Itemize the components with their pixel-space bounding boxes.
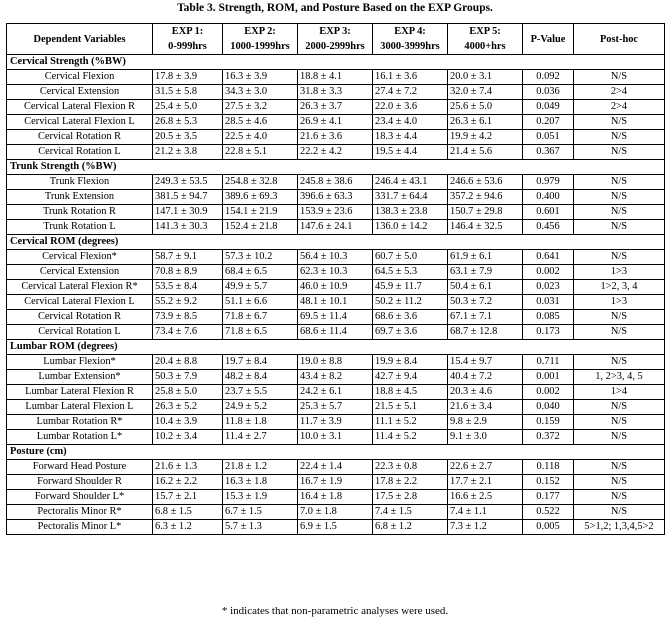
variable-name: Cervical Rotation L xyxy=(7,145,153,160)
variable-name: Lumbar Flexion* xyxy=(7,355,153,370)
variable-name: Pectoralis Minor L* xyxy=(7,520,153,535)
variable-name: Trunk Rotation R xyxy=(7,205,153,220)
value-cell-exp4: 22.0 ± 3.6 xyxy=(373,100,448,115)
value-cell-exp2: 48.2 ± 8.4 xyxy=(223,370,298,385)
value-cell-exp1: 70.8 ± 8.9 xyxy=(153,265,223,280)
variable-name: Cervical Rotation R xyxy=(7,130,153,145)
variable-name: Cervical Extension xyxy=(7,85,153,100)
table-row xyxy=(7,175,665,190)
value-cell-exp3: 18.8 ± 4.1 xyxy=(298,70,373,85)
table-row xyxy=(7,490,665,505)
p-value-cell: 0.049 xyxy=(523,100,574,115)
table-row xyxy=(7,70,665,85)
table-row xyxy=(7,460,665,475)
value-cell-exp2: 49.9 ± 5.7 xyxy=(223,280,298,295)
value-cell-exp3: 26.3 ± 3.7 xyxy=(298,100,373,115)
value-cell-exp4: 50.2 ± 11.2 xyxy=(373,295,448,310)
section-header-row xyxy=(7,160,665,175)
post-hoc-cell: N/S xyxy=(574,430,665,445)
header-exp4: EXP 4: 3000-3999hrs xyxy=(373,24,448,55)
post-hoc-cell: 1>3 xyxy=(574,265,665,280)
value-cell-exp4: 68.6 ± 3.6 xyxy=(373,310,448,325)
section-header-row xyxy=(7,235,665,250)
value-cell-exp1: 25.8 ± 5.0 xyxy=(153,385,223,400)
p-value-cell: 0.979 xyxy=(523,175,574,190)
value-cell-exp1: 53.5 ± 8.4 xyxy=(153,280,223,295)
table-row xyxy=(7,520,665,535)
value-cell-exp5: 26.3 ± 6.1 xyxy=(448,115,523,130)
p-value-cell: 0.036 xyxy=(523,85,574,100)
value-cell-exp3: 24.2 ± 6.1 xyxy=(298,385,373,400)
value-cell-exp1: 73.9 ± 8.5 xyxy=(153,310,223,325)
p-value-cell: 0.002 xyxy=(523,385,574,400)
p-value-cell: 0.400 xyxy=(523,190,574,205)
value-cell-exp2: 11.4 ± 2.7 xyxy=(223,430,298,445)
value-cell-exp5: 7.4 ± 1.1 xyxy=(448,505,523,520)
header-exp1: EXP 1: 0-999hrs xyxy=(153,24,223,55)
p-value-cell: 0.601 xyxy=(523,205,574,220)
variable-name: Cervical Flexion xyxy=(7,70,153,85)
value-cell-exp5: 61.9 ± 6.1 xyxy=(448,250,523,265)
value-cell-exp2: 24.9 ± 5.2 xyxy=(223,400,298,415)
table-caption: Table 3. Strength, ROM, and Posture Based on the EXP Groups. xyxy=(177,2,493,14)
value-cell-exp3: 10.0 ± 3.1 xyxy=(298,430,373,445)
value-cell-exp4: 69.7 ± 3.6 xyxy=(373,325,448,340)
variable-name: Forward Shoulder R xyxy=(7,475,153,490)
value-cell-exp3: 396.6 ± 63.3 xyxy=(298,190,373,205)
value-cell-exp2: 21.8 ± 1.2 xyxy=(223,460,298,475)
variable-name: Cervical Lateral Flexion R* xyxy=(7,280,153,295)
section-header-row xyxy=(7,340,665,355)
variable-name: Lumbar Lateral Flexion R xyxy=(7,385,153,400)
post-hoc-cell: N/S xyxy=(574,400,665,415)
header-exp5: EXP 5: 4000+hrs xyxy=(448,24,523,55)
table-row xyxy=(7,430,665,445)
p-value-cell: 0.641 xyxy=(523,250,574,265)
table-row xyxy=(7,325,665,340)
value-cell-exp1: 20.4 ± 8.8 xyxy=(153,355,223,370)
table-row xyxy=(7,100,665,115)
variable-name: Forward Shoulder L* xyxy=(7,490,153,505)
value-cell-exp5: 7.3 ± 1.2 xyxy=(448,520,523,535)
variable-name: Cervical Lateral Flexion L xyxy=(7,115,153,130)
value-cell-exp1: 55.2 ± 9.2 xyxy=(153,295,223,310)
value-cell-exp5: 63.1 ± 7.9 xyxy=(448,265,523,280)
value-cell-exp4: 136.0 ± 14.2 xyxy=(373,220,448,235)
value-cell-exp4: 22.3 ± 0.8 xyxy=(373,460,448,475)
p-value-cell: 0.367 xyxy=(523,145,574,160)
value-cell-exp2: 23.7 ± 5.5 xyxy=(223,385,298,400)
post-hoc-cell: N/S xyxy=(574,70,665,85)
p-value-cell: 0.522 xyxy=(523,505,574,520)
value-cell-exp2: 389.6 ± 69.3 xyxy=(223,190,298,205)
value-cell-exp3: 68.6 ± 11.4 xyxy=(298,325,373,340)
value-cell-exp2: 22.5 ± 4.0 xyxy=(223,130,298,145)
value-cell-exp1: 6.3 ± 1.2 xyxy=(153,520,223,535)
value-cell-exp2: 51.1 ± 6.6 xyxy=(223,295,298,310)
variable-name: Forward Head Posture xyxy=(7,460,153,475)
variable-name: Trunk Extension xyxy=(7,190,153,205)
value-cell-exp3: 62.3 ± 10.3 xyxy=(298,265,373,280)
table-row xyxy=(7,475,665,490)
value-cell-exp5: 20.3 ± 4.6 xyxy=(448,385,523,400)
value-cell-exp2: 16.3 ± 3.9 xyxy=(223,70,298,85)
variable-name: Lumbar Rotation L* xyxy=(7,430,153,445)
value-cell-exp5: 21.6 ± 3.4 xyxy=(448,400,523,415)
post-hoc-cell: N/S xyxy=(574,250,665,265)
table-row xyxy=(7,220,665,235)
section-header-row xyxy=(7,445,665,460)
value-cell-exp2: 57.3 ± 10.2 xyxy=(223,250,298,265)
value-cell-exp3: 245.8 ± 38.6 xyxy=(298,175,373,190)
value-cell-exp1: 21.2 ± 3.8 xyxy=(153,145,223,160)
value-cell-exp1: 31.5 ± 5.8 xyxy=(153,85,223,100)
section-title: Posture (cm) xyxy=(7,445,665,460)
p-value-cell: 0.005 xyxy=(523,520,574,535)
value-cell-exp5: 146.4 ± 32.5 xyxy=(448,220,523,235)
value-cell-exp3: 69.5 ± 11.4 xyxy=(298,310,373,325)
value-cell-exp4: 45.9 ± 11.7 xyxy=(373,280,448,295)
post-hoc-cell: 5>1,2; 1,3,4,5>2 xyxy=(574,520,665,535)
value-cell-exp5: 246.6 ± 53.6 xyxy=(448,175,523,190)
value-cell-exp1: 6.8 ± 1.5 xyxy=(153,505,223,520)
value-cell-exp4: 17.5 ± 2.8 xyxy=(373,490,448,505)
value-cell-exp5: 40.4 ± 7.2 xyxy=(448,370,523,385)
post-hoc-cell: 1>3 xyxy=(574,295,665,310)
value-cell-exp5: 9.8 ± 2.9 xyxy=(448,415,523,430)
value-cell-exp4: 64.5 ± 5.3 xyxy=(373,265,448,280)
value-cell-exp4: 11.1 ± 5.2 xyxy=(373,415,448,430)
value-cell-exp5: 17.7 ± 2.1 xyxy=(448,475,523,490)
value-cell-exp3: 6.9 ± 1.5 xyxy=(298,520,373,535)
value-cell-exp1: 26.3 ± 5.2 xyxy=(153,400,223,415)
post-hoc-cell: N/S xyxy=(574,175,665,190)
value-cell-exp3: 7.0 ± 1.8 xyxy=(298,505,373,520)
value-cell-exp3: 31.8 ± 3.3 xyxy=(298,85,373,100)
table-row xyxy=(7,250,665,265)
value-cell-exp3: 48.1 ± 10.1 xyxy=(298,295,373,310)
variable-name: Cervical Rotation R xyxy=(7,310,153,325)
post-hoc-cell: N/S xyxy=(574,205,665,220)
value-cell-exp3: 43.4 ± 8.2 xyxy=(298,370,373,385)
value-cell-exp3: 147.6 ± 24.1 xyxy=(298,220,373,235)
value-cell-exp4: 7.4 ± 1.5 xyxy=(373,505,448,520)
value-cell-exp5: 32.0 ± 7.4 xyxy=(448,85,523,100)
value-cell-exp5: 50.4 ± 6.1 xyxy=(448,280,523,295)
p-value-cell: 0.031 xyxy=(523,295,574,310)
variable-name: Cervical Lateral Flexion R xyxy=(7,100,153,115)
value-cell-exp4: 19.9 ± 8.4 xyxy=(373,355,448,370)
value-cell-exp5: 25.6 ± 5.0 xyxy=(448,100,523,115)
post-hoc-cell: N/S xyxy=(574,190,665,205)
value-cell-exp5: 50.3 ± 7.2 xyxy=(448,295,523,310)
value-cell-exp1: 25.4 ± 5.0 xyxy=(153,100,223,115)
variable-name: Lumbar Rotation R* xyxy=(7,415,153,430)
value-cell-exp4: 42.7 ± 9.4 xyxy=(373,370,448,385)
table-row xyxy=(7,265,665,280)
header-post-hoc: Post-hoc xyxy=(574,24,665,55)
value-cell-exp2: 34.3 ± 3.0 xyxy=(223,85,298,100)
table-row xyxy=(7,190,665,205)
variable-name: Pectoralis Minor R* xyxy=(7,505,153,520)
value-cell-exp4: 23.4 ± 4.0 xyxy=(373,115,448,130)
p-value-cell: 0.085 xyxy=(523,310,574,325)
value-cell-exp5: 15.4 ± 9.7 xyxy=(448,355,523,370)
table-row xyxy=(7,280,665,295)
value-cell-exp1: 20.5 ± 3.5 xyxy=(153,130,223,145)
table-row xyxy=(7,130,665,145)
value-cell-exp1: 147.1 ± 30.9 xyxy=(153,205,223,220)
value-cell-exp2: 11.8 ± 1.8 xyxy=(223,415,298,430)
value-cell-exp1: 15.7 ± 2.1 xyxy=(153,490,223,505)
value-cell-exp1: 73.4 ± 7.6 xyxy=(153,325,223,340)
variable-name: Cervical Lateral Flexion L xyxy=(7,295,153,310)
value-cell-exp3: 11.7 ± 3.9 xyxy=(298,415,373,430)
table-row xyxy=(7,85,665,100)
p-value-cell: 0.159 xyxy=(523,415,574,430)
value-cell-exp5: 20.0 ± 3.1 xyxy=(448,70,523,85)
table-row xyxy=(7,115,665,130)
value-cell-exp5: 357.2 ± 94.6 xyxy=(448,190,523,205)
value-cell-exp3: 56.4 ± 10.3 xyxy=(298,250,373,265)
value-cell-exp5: 16.6 ± 2.5 xyxy=(448,490,523,505)
table-row xyxy=(7,310,665,325)
section-title: Trunk Strength (%BW) xyxy=(7,160,665,175)
value-cell-exp5: 67.1 ± 7.1 xyxy=(448,310,523,325)
value-cell-exp3: 26.9 ± 4.1 xyxy=(298,115,373,130)
value-cell-exp5: 19.9 ± 4.2 xyxy=(448,130,523,145)
variable-name: Lumbar Extension* xyxy=(7,370,153,385)
value-cell-exp4: 246.4 ± 43.1 xyxy=(373,175,448,190)
table-row xyxy=(7,505,665,520)
value-cell-exp3: 16.4 ± 1.8 xyxy=(298,490,373,505)
post-hoc-cell: 2>4 xyxy=(574,100,665,115)
p-value-cell: 0.207 xyxy=(523,115,574,130)
value-cell-exp4: 27.4 ± 7.2 xyxy=(373,85,448,100)
value-cell-exp3: 19.0 ± 8.8 xyxy=(298,355,373,370)
value-cell-exp3: 16.7 ± 1.9 xyxy=(298,475,373,490)
p-value-cell: 0.040 xyxy=(523,400,574,415)
value-cell-exp4: 60.7 ± 5.0 xyxy=(373,250,448,265)
variable-name: Cervical Extension xyxy=(7,265,153,280)
value-cell-exp1: 10.2 ± 3.4 xyxy=(153,430,223,445)
value-cell-exp4: 18.8 ± 4.5 xyxy=(373,385,448,400)
value-cell-exp5: 150.7 ± 29.8 xyxy=(448,205,523,220)
variable-name: Cervical Rotation L xyxy=(7,325,153,340)
p-value-cell: 0.092 xyxy=(523,70,574,85)
p-value-cell: 0.152 xyxy=(523,475,574,490)
value-cell-exp1: 17.8 ± 3.9 xyxy=(153,70,223,85)
p-value-cell: 0.177 xyxy=(523,490,574,505)
post-hoc-cell: N/S xyxy=(574,460,665,475)
post-hoc-cell: N/S xyxy=(574,220,665,235)
value-cell-exp5: 9.1 ± 3.0 xyxy=(448,430,523,445)
value-cell-exp1: 141.3 ± 30.3 xyxy=(153,220,223,235)
value-cell-exp2: 68.4 ± 6.5 xyxy=(223,265,298,280)
value-cell-exp2: 19.7 ± 8.4 xyxy=(223,355,298,370)
value-cell-exp1: 26.8 ± 5.3 xyxy=(153,115,223,130)
footnote: * indicates that non-parametric analyses were used. xyxy=(221,605,449,617)
section-title: Cervical Strength (%BW) xyxy=(7,55,665,70)
variable-name: Trunk Flexion xyxy=(7,175,153,190)
value-cell-exp5: 22.6 ± 2.7 xyxy=(448,460,523,475)
p-value-cell: 0.711 xyxy=(523,355,574,370)
post-hoc-cell: 1>2, 3, 4 xyxy=(574,280,665,295)
post-hoc-cell: N/S xyxy=(574,310,665,325)
value-cell-exp1: 249.3 ± 53.5 xyxy=(153,175,223,190)
value-cell-exp2: 28.5 ± 4.6 xyxy=(223,115,298,130)
header-exp2: EXP 2: 1000-1999hrs xyxy=(223,24,298,55)
value-cell-exp5: 21.4 ± 5.6 xyxy=(448,145,523,160)
p-value-cell: 0.372 xyxy=(523,430,574,445)
header-p-value: P-Value xyxy=(523,24,574,55)
value-cell-exp1: 21.6 ± 1.3 xyxy=(153,460,223,475)
p-value-cell: 0.023 xyxy=(523,280,574,295)
value-cell-exp1: 50.3 ± 7.9 xyxy=(153,370,223,385)
post-hoc-cell: N/S xyxy=(574,490,665,505)
value-cell-exp2: 6.7 ± 1.5 xyxy=(223,505,298,520)
header-row xyxy=(7,24,665,55)
value-cell-exp1: 16.2 ± 2.2 xyxy=(153,475,223,490)
post-hoc-cell: N/S xyxy=(574,115,665,130)
section-title: Lumbar ROM (degrees) xyxy=(7,340,665,355)
post-hoc-cell: N/S xyxy=(574,130,665,145)
post-hoc-cell: N/S xyxy=(574,415,665,430)
value-cell-exp4: 17.8 ± 2.2 xyxy=(373,475,448,490)
table-row xyxy=(7,355,665,370)
post-hoc-cell: N/S xyxy=(574,355,665,370)
value-cell-exp2: 71.8 ± 6.5 xyxy=(223,325,298,340)
value-cell-exp4: 331.7 ± 64.4 xyxy=(373,190,448,205)
results-table xyxy=(6,23,665,535)
value-cell-exp4: 6.8 ± 1.2 xyxy=(373,520,448,535)
p-value-cell: 0.002 xyxy=(523,265,574,280)
p-value-cell: 0.118 xyxy=(523,460,574,475)
value-cell-exp3: 22.2 ± 4.2 xyxy=(298,145,373,160)
value-cell-exp3: 25.3 ± 5.7 xyxy=(298,400,373,415)
value-cell-exp1: 58.7 ± 9.1 xyxy=(153,250,223,265)
value-cell-exp5: 68.7 ± 12.8 xyxy=(448,325,523,340)
table-row xyxy=(7,370,665,385)
p-value-cell: 0.456 xyxy=(523,220,574,235)
p-value-cell: 0.173 xyxy=(523,325,574,340)
section-header-row xyxy=(7,55,665,70)
value-cell-exp2: 152.4 ± 21.8 xyxy=(223,220,298,235)
table-row xyxy=(7,385,665,400)
p-value-cell: 0.051 xyxy=(523,130,574,145)
table-row xyxy=(7,400,665,415)
value-cell-exp2: 15.3 ± 1.9 xyxy=(223,490,298,505)
value-cell-exp3: 46.0 ± 10.9 xyxy=(298,280,373,295)
value-cell-exp2: 16.3 ± 1.8 xyxy=(223,475,298,490)
value-cell-exp2: 154.1 ± 21.9 xyxy=(223,205,298,220)
variable-name: Trunk Rotation L xyxy=(7,220,153,235)
value-cell-exp1: 10.4 ± 3.9 xyxy=(153,415,223,430)
variable-name: Cervical Flexion* xyxy=(7,250,153,265)
post-hoc-cell: 2>4 xyxy=(574,85,665,100)
post-hoc-cell: N/S xyxy=(574,475,665,490)
value-cell-exp3: 21.6 ± 3.6 xyxy=(298,130,373,145)
value-cell-exp4: 21.5 ± 5.1 xyxy=(373,400,448,415)
value-cell-exp1: 381.5 ± 94.7 xyxy=(153,190,223,205)
value-cell-exp2: 22.8 ± 5.1 xyxy=(223,145,298,160)
post-hoc-cell: 1, 2>3, 4, 5 xyxy=(574,370,665,385)
section-title: Cervical ROM (degrees) xyxy=(7,235,665,250)
table-body xyxy=(7,55,665,535)
header-dependent-variables: Dependent Variables xyxy=(7,24,153,55)
value-cell-exp4: 11.4 ± 5.2 xyxy=(373,430,448,445)
value-cell-exp2: 27.5 ± 3.2 xyxy=(223,100,298,115)
post-hoc-cell: N/S xyxy=(574,325,665,340)
table-row xyxy=(7,295,665,310)
value-cell-exp4: 18.3 ± 4.4 xyxy=(373,130,448,145)
variable-name: Lumbar Lateral Flexion L xyxy=(7,400,153,415)
header-exp3: EXP 3: 2000-2999hrs xyxy=(298,24,373,55)
value-cell-exp3: 153.9 ± 23.6 xyxy=(298,205,373,220)
p-value-cell: 0.001 xyxy=(523,370,574,385)
value-cell-exp4: 19.5 ± 4.4 xyxy=(373,145,448,160)
value-cell-exp2: 71.8 ± 6.7 xyxy=(223,310,298,325)
value-cell-exp2: 5.7 ± 1.3 xyxy=(223,520,298,535)
post-hoc-cell: 1>4 xyxy=(574,385,665,400)
table-row xyxy=(7,145,665,160)
value-cell-exp4: 16.1 ± 3.6 xyxy=(373,70,448,85)
value-cell-exp3: 22.4 ± 1.4 xyxy=(298,460,373,475)
value-cell-exp2: 254.8 ± 32.8 xyxy=(223,175,298,190)
table-row xyxy=(7,415,665,430)
post-hoc-cell: N/S xyxy=(574,145,665,160)
value-cell-exp4: 138.3 ± 23.8 xyxy=(373,205,448,220)
post-hoc-cell: N/S xyxy=(574,505,665,520)
table-row xyxy=(7,205,665,220)
